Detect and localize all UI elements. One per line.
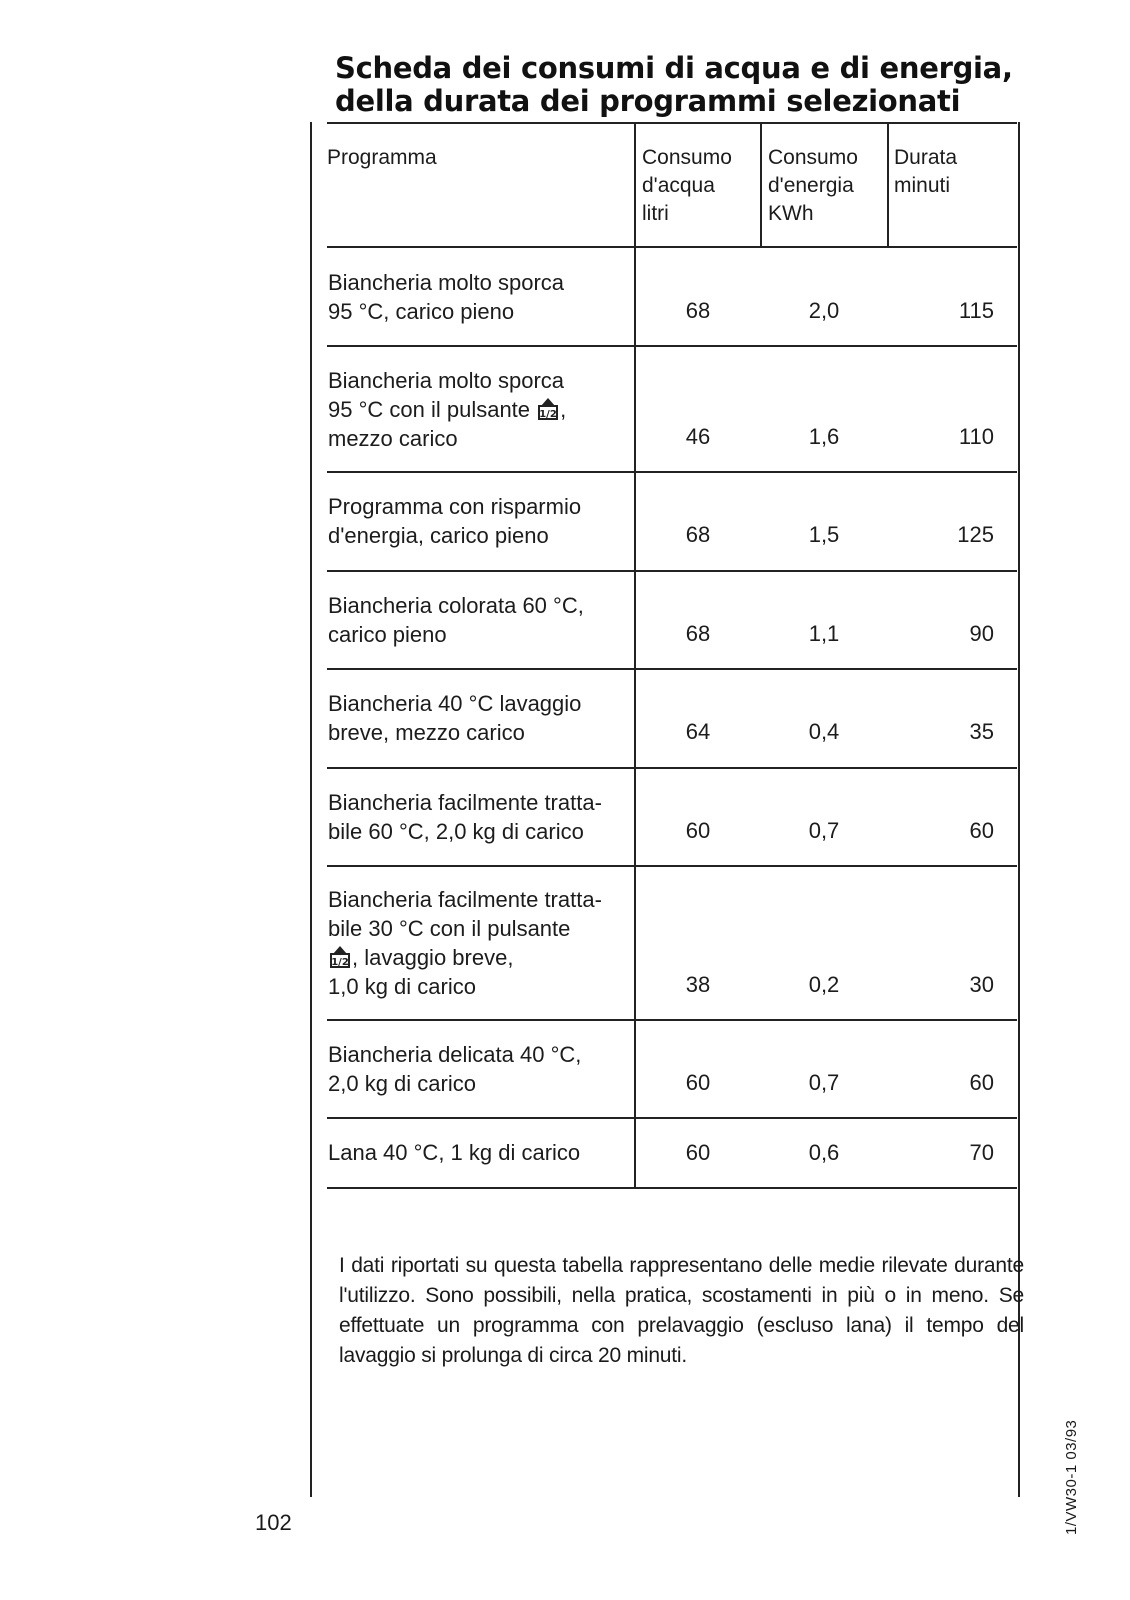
header-water-line: Consumo <box>642 146 732 169</box>
left-margin-rule <box>310 122 312 1497</box>
header-energy <box>768 144 858 228</box>
program-cell <box>328 689 581 747</box>
program-cell <box>328 492 581 550</box>
program-cell <box>328 885 602 1001</box>
header-energy-line: KWh <box>768 202 814 225</box>
water-cell: 38 <box>685 972 711 997</box>
footnote-text: I dati riportati su questa tabella rappresentano delle medie rilevate durante l'utilizzo. Sono possibili, nella pratica, scostamenti in più o in meno. Se effettuate un programma con prelavaggio (escluso lana) il tempo del lavaggio si prolunga di circa 20 minuti. <box>339 1254 1024 1367</box>
water-cell: 68 <box>685 621 711 646</box>
table-rule-header <box>327 246 1017 248</box>
water-cell: 60 <box>685 1070 711 1095</box>
program-line <box>328 943 602 972</box>
energy-cell: 1,5 <box>808 522 840 547</box>
program-line: carico pieno <box>328 622 447 647</box>
table-rule-top <box>327 122 1017 124</box>
header-duration-line: minuti <box>894 174 951 197</box>
duration-cell: 70 <box>969 1140 994 1165</box>
program-line: Lana 40 °C, 1 kg di carico <box>328 1140 581 1165</box>
column-rule-2 <box>760 122 762 246</box>
half-load-label: 1/2 <box>331 957 349 968</box>
energy-cell: 2,0 <box>808 298 840 323</box>
program-cell <box>328 1040 581 1098</box>
program-line: bile 60 °C, 2,0 kg di carico <box>328 819 584 844</box>
table-rule <box>327 1117 1017 1119</box>
punctuation: , <box>560 397 567 422</box>
energy-cell: 0,7 <box>808 1070 840 1095</box>
table-rule <box>327 767 1017 769</box>
energy-cell: 0,2 <box>808 972 840 997</box>
program-line-text: 95 °C con il pulsante <box>328 397 531 422</box>
program-line: mezzo carico <box>328 426 458 451</box>
program-line <box>328 395 566 424</box>
column-rule-1 <box>634 122 636 1188</box>
program-line: Biancheria molto sporca <box>328 270 565 295</box>
header-energy-line: d'energia <box>768 174 854 197</box>
half-load-button-icon <box>329 945 351 969</box>
water-cell: 46 <box>685 424 711 449</box>
program-cell <box>328 788 602 846</box>
header-energy-line: Consumo <box>768 146 858 169</box>
header-water-line: d'acqua <box>642 174 715 197</box>
half-load-label: 1/2 <box>539 409 557 420</box>
energy-cell: 1,1 <box>808 621 840 646</box>
page-number: 102 <box>255 1510 292 1535</box>
duration-cell: 90 <box>969 621 994 646</box>
title-line-2: della durata dei programmi selezionati <box>335 84 961 118</box>
program-line: 2,0 kg di carico <box>328 1071 476 1096</box>
header-duration <box>894 144 957 200</box>
program-line: Biancheria colorata 60 °C, <box>328 593 584 618</box>
table-rule <box>327 570 1017 572</box>
column-rule-3 <box>887 122 889 246</box>
energy-cell: 1,6 <box>808 424 840 449</box>
table-rule <box>327 865 1017 867</box>
program-line: Biancheria molto sporca <box>328 368 565 393</box>
program-line: Programma con risparmio <box>328 494 582 519</box>
duration-cell: 60 <box>969 1070 994 1095</box>
water-cell: 68 <box>685 298 711 323</box>
program-line: Biancheria facilmente tratta- <box>328 790 602 815</box>
program-cell <box>328 1138 580 1167</box>
table-rule <box>327 1019 1017 1021</box>
water-cell: 64 <box>685 719 711 744</box>
water-cell: 60 <box>685 1140 711 1165</box>
water-cell: 68 <box>685 522 711 547</box>
water-cell: 60 <box>685 818 711 843</box>
duration-cell: 30 <box>969 972 994 997</box>
header-program: Programma <box>327 146 437 169</box>
page-title <box>335 52 1035 118</box>
program-line: Biancheria delicata 40 °C, <box>328 1042 582 1067</box>
duration-cell: 60 <box>969 818 994 843</box>
program-line: 1,0 kg di carico <box>328 974 476 999</box>
table-rule <box>327 345 1017 347</box>
title-line-1: Scheda dei consumi di acqua e di energia, <box>335 51 1013 85</box>
header-duration-line: Durata <box>894 146 958 169</box>
energy-cell: 0,7 <box>808 818 840 843</box>
program-line: bile 30 °C con il pulsante <box>328 916 571 941</box>
duration-cell: 35 <box>969 719 994 744</box>
table-rule-bottom <box>327 1187 1017 1189</box>
duration-cell: 115 <box>958 298 994 323</box>
program-cell <box>328 591 584 649</box>
program-line-text: , lavaggio breve, <box>352 945 514 970</box>
program-line: 95 °C, carico pieno <box>328 299 515 324</box>
header-water-line: litri <box>642 202 669 225</box>
table-rule <box>327 471 1017 473</box>
program-cell <box>328 366 566 453</box>
duration-cell: 110 <box>958 424 994 449</box>
half-load-button-icon <box>537 397 559 421</box>
energy-cell: 0,4 <box>808 719 840 744</box>
program-line: d'energia, carico pieno <box>328 523 549 548</box>
duration-cell: 125 <box>957 522 994 547</box>
program-line: Biancheria 40 °C lavaggio <box>328 691 582 716</box>
table-rule <box>327 668 1017 670</box>
program-line: Biancheria facilmente tratta- <box>328 887 602 912</box>
header-water <box>642 144 732 228</box>
document-id: 1/VW30-1 03/93 <box>1063 1419 1080 1535</box>
program-cell <box>328 268 564 326</box>
program-line: breve, mezzo carico <box>328 720 525 745</box>
energy-cell: 0,6 <box>808 1140 840 1165</box>
